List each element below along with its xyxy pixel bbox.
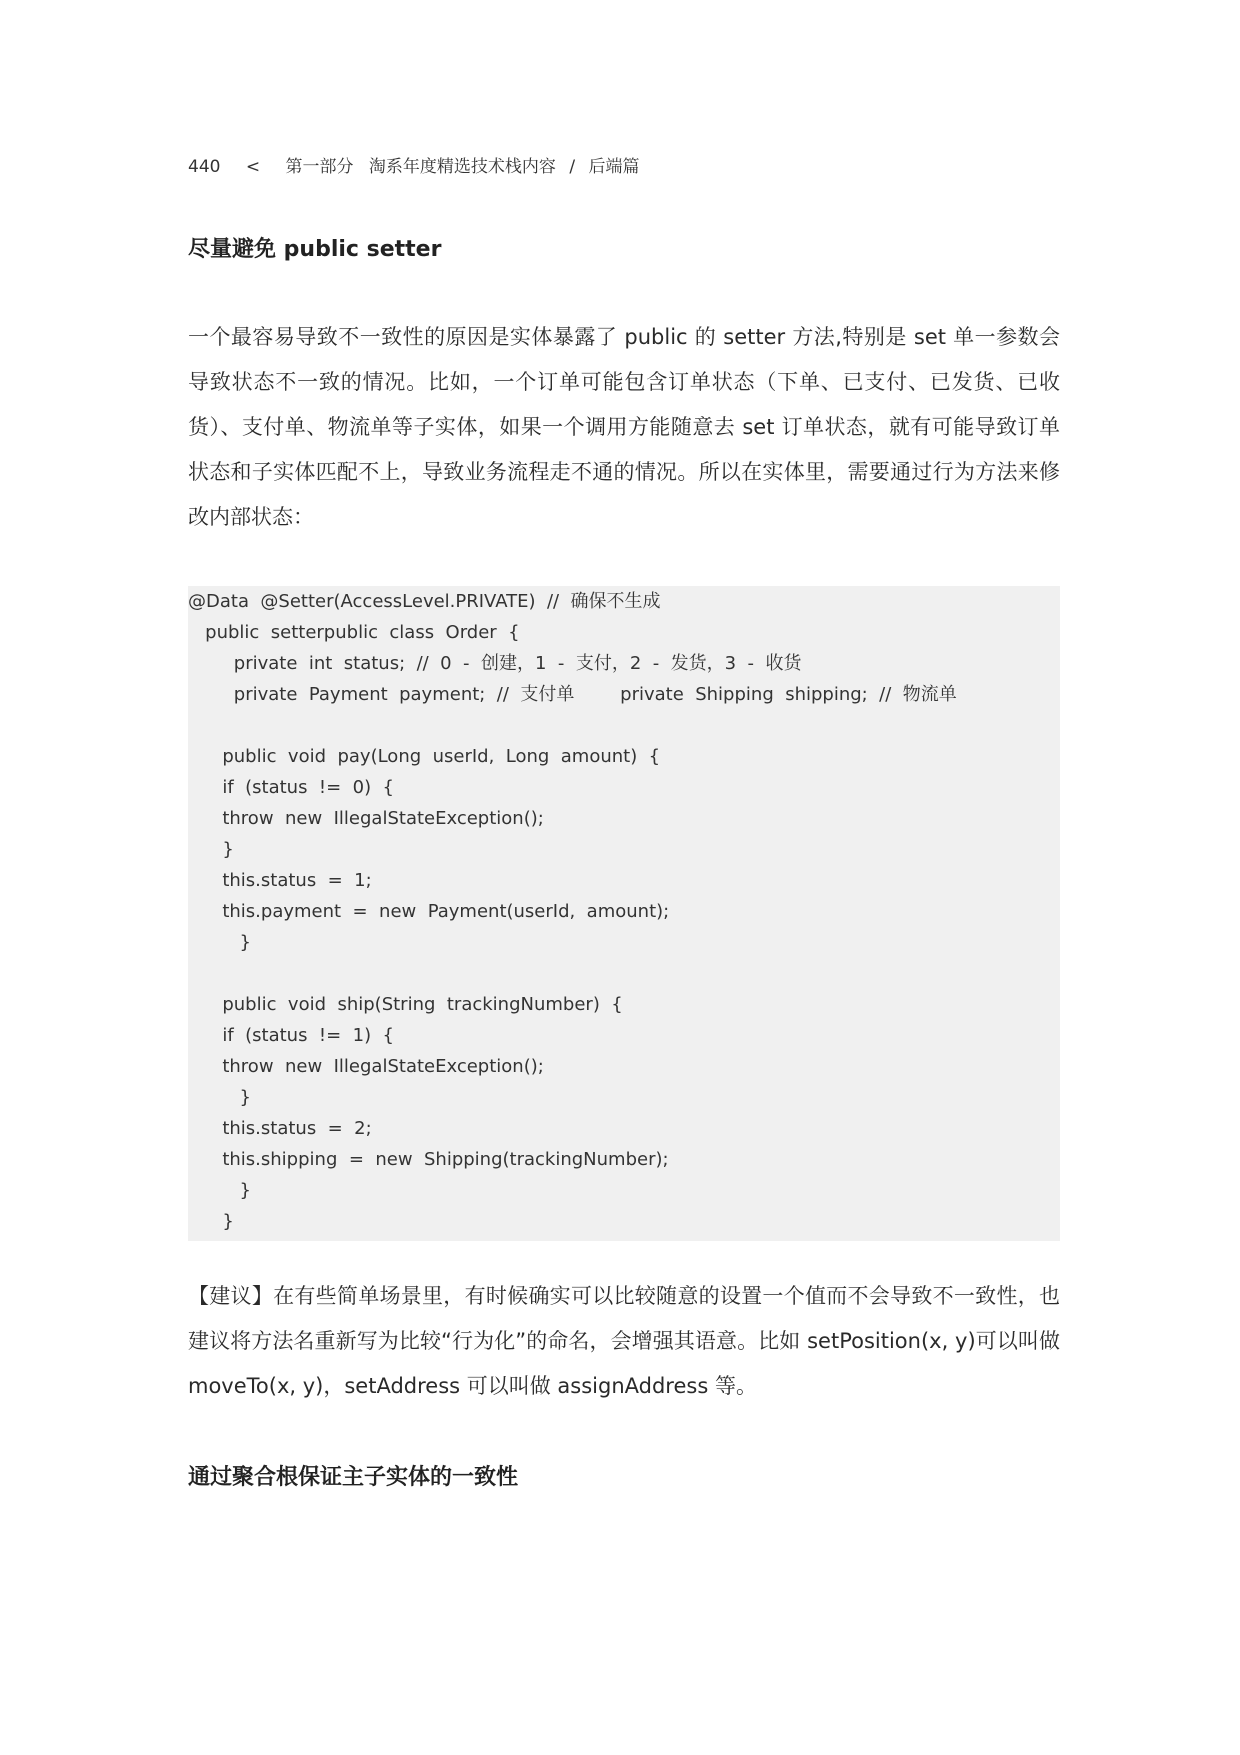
code-line: private int status; // 0 - 创建，1 - 支付，2 - 发货，3 - 收货 bbox=[188, 653, 802, 674]
code-line: } bbox=[188, 839, 234, 860]
header-book-title: 淘系年度精选技术栈内容 bbox=[368, 157, 556, 177]
header-part: 第一部分 bbox=[285, 157, 354, 177]
code-line: this.status = 2; bbox=[188, 1118, 372, 1139]
header-separator: < bbox=[245, 157, 261, 177]
header-section: 后端篇 bbox=[588, 157, 640, 177]
code-block bbox=[188, 586, 1060, 1241]
header-slash: / bbox=[569, 157, 576, 177]
code-line: private Payment payment; // 支付单 private Shipping shipping; // 物流单 bbox=[188, 684, 957, 705]
code-line: if (status != 0) { bbox=[188, 777, 394, 798]
code-line: public setterpublic class Order { bbox=[188, 622, 520, 643]
code-line: } bbox=[188, 1087, 251, 1108]
code-line: this.payment = new Payment(userId, amount); bbox=[188, 901, 670, 922]
code-line: this.status = 1; bbox=[188, 870, 372, 891]
code-line: this.shipping = new Shipping(trackingNumber); bbox=[188, 1149, 669, 1170]
section-heading-public-setter: 尽量避免 public setter bbox=[188, 237, 442, 262]
code-line: } bbox=[188, 1180, 251, 1201]
section-heading-aggregate-root: 通过聚合根保证主子实体的一致性 bbox=[188, 1465, 519, 1490]
running-header bbox=[188, 152, 639, 177]
code-line: } bbox=[188, 932, 251, 953]
code-line: if (status != 1) { bbox=[188, 1025, 394, 1046]
code-line: @Data @Setter(AccessLevel.PRIVATE) // 确保不生成 bbox=[188, 591, 661, 612]
page-number: 440 bbox=[188, 157, 221, 177]
code-line: throw new IllegalStateException(); bbox=[188, 808, 544, 829]
code-line: public void pay(Long userId, Long amount) { bbox=[188, 746, 661, 767]
code-line: throw new IllegalStateException(); bbox=[188, 1056, 544, 1077]
intro-paragraph: 一个最容易导致不一致性的原因是实体暴露了 public 的 setter 方法,特别是 set 单一参数会导致状态不一致的情况。比如，一个订单可能包含订单状态（下单、已支付、已发货、已收货）、支付单、物流单等子实体，如果一个调用方能随意去 set 订单状态，就有可能导致订单状态和子实体匹配不上，导致业务流程走不通的情况。所以在实体里，需要通过行为方法来修改内部状态： bbox=[188, 325, 1060, 529]
code-line: public void ship(String trackingNumber) { bbox=[188, 994, 623, 1015]
code-line: } bbox=[188, 1211, 234, 1232]
suggestion-paragraph: 【建议】在有些简单场景里，有时候确实可以比较随意的设置一个值而不会导致不一致性，也建议将方法名重新写为比较“行为化”的命名，会增强其语意。比如 setPosition(x, y)可以叫做 moveTo(x, y)，setAddress 可以叫做 assignAddress 等。 bbox=[188, 1284, 1060, 1398]
